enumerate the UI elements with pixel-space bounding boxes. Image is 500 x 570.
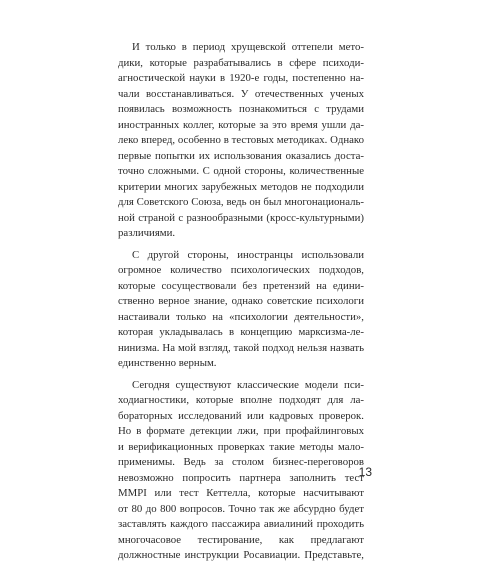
text-line: нинизма. На мой взгляд, такой подход нельзя назвать — [118, 341, 364, 354]
text-line: точно сложными. С одной стороны, количественные — [118, 165, 364, 177]
text-line: С другой стороны, иностранцы использовали — [132, 248, 364, 261]
text-line: первые попытки их использования оказались доста- — [118, 149, 364, 162]
text-line: агностической науки в 1920-е годы, постепенно на- — [118, 72, 364, 84]
text-line: критерии многих зарубежных методов не подходили — [118, 180, 364, 193]
text-line: огромное количество психологических подходов, — [118, 264, 364, 276]
text-line: применимы. Ведь за столом бизнес-переговоров — [118, 456, 364, 468]
text-line: Сегодня существуют классические модели пси- — [132, 378, 364, 391]
text-line: от 80 до 800 вопросов. Точно так же абсурдно будет — [118, 502, 364, 515]
text-line: леко вперед, особенно в тестовых методиках. Однако — [118, 134, 364, 146]
text-line: ной страной с разнообразными (кросс-культурными) — [118, 211, 364, 224]
text-line: Но в формате детекции лжи, при профайлинговых — [118, 425, 364, 437]
text-line: MMPI или тест Кеттелла, которые насчитывают — [118, 487, 364, 499]
text-line: которые сосуществовали без претензий на едини- — [118, 279, 364, 292]
body-text — [118, 40, 364, 570]
text-line: появилась возможность познакомиться с трудами — [118, 103, 364, 115]
text-line: которая укладывалась в концепцию марксизма-ле- — [118, 326, 364, 338]
text-line: единственно верным. — [118, 357, 217, 369]
text-line: различиями. — [118, 227, 176, 239]
text-line: И только в период хрущевской оттепели мето- — [132, 41, 364, 53]
text-line: дики, которые разрабатывались в сфере психоди- — [118, 56, 364, 69]
text-line: для Советского Союза, ведь он был многонациональ- — [118, 196, 364, 208]
paragraph-2 — [118, 248, 364, 372]
text-line: ходиагностики, которые вполне подходят для ла- — [118, 394, 364, 406]
text-line: невозможно попросить партнера заполнить тест — [118, 471, 364, 484]
text-line: чали восстанавливаться. У отечественных ученых — [118, 87, 364, 100]
paragraph-1 — [118, 40, 364, 242]
text-line: настаивали только на «психологии деятельности», — [118, 310, 364, 323]
text-line: ственно верное знание, однако советские психологи — [118, 295, 364, 307]
text-line: заставлять каждого пассажира авиалиний проходить — [118, 518, 364, 530]
page-number: 13 — [358, 465, 372, 479]
text-line: иностранных коллег, которые за это время ушли да- — [118, 118, 364, 131]
paragraph-3 — [118, 378, 364, 564]
text-line: и верификационных проверках такие методы мало- — [118, 440, 364, 453]
text-line: должностные инструкции Росавиации. Представьте, — [118, 549, 364, 561]
text-line: бораторных исследований или кадровых проверок. — [118, 409, 364, 422]
text-line: многочасовое тестирование, как предлагают — [118, 533, 364, 546]
